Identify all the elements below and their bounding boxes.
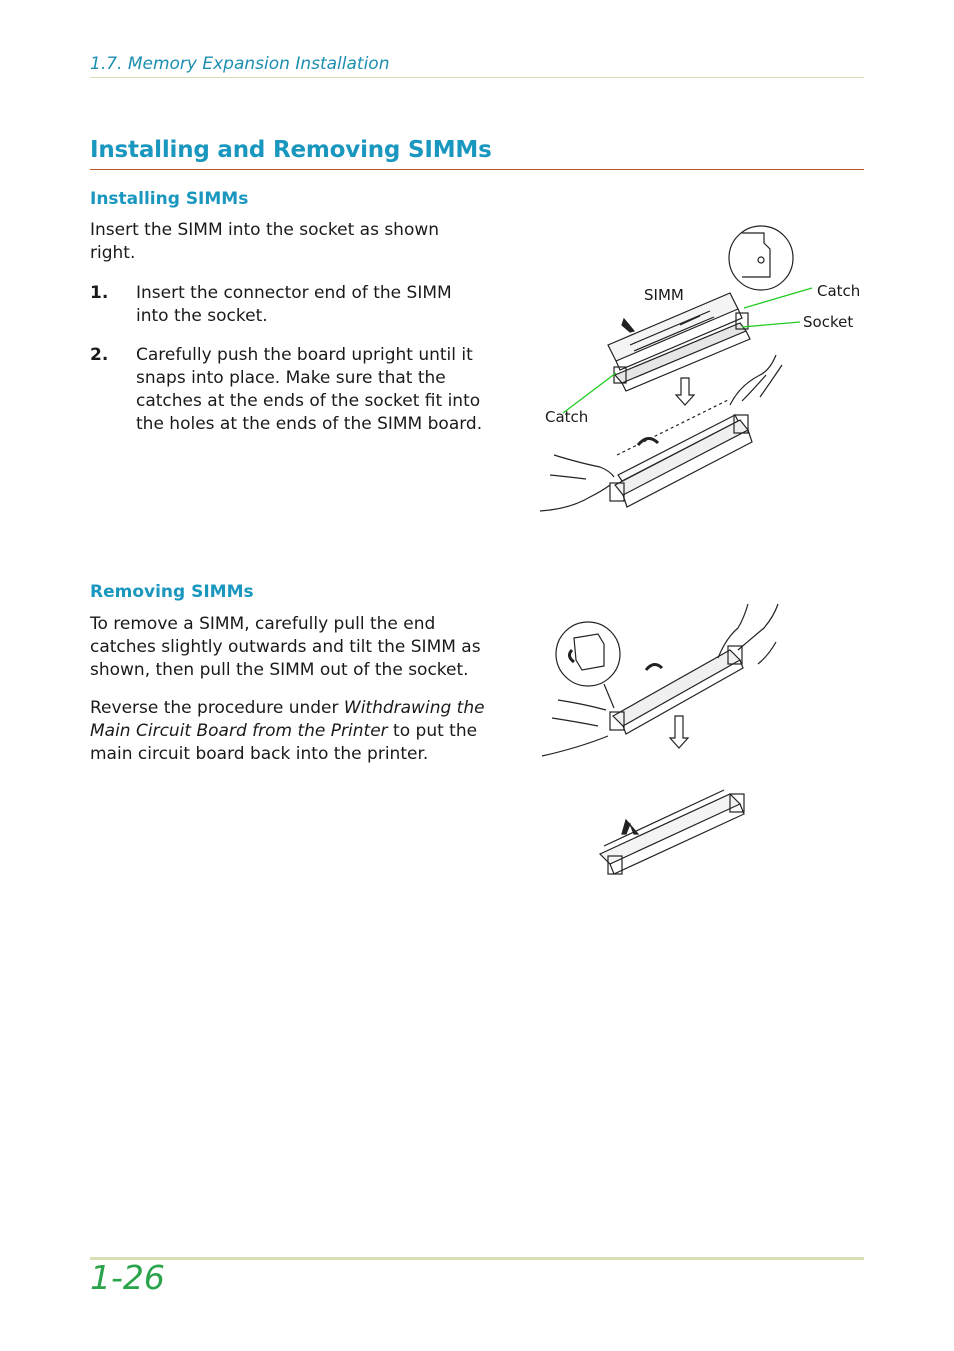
running-head: 1.7. Memory Expansion Installation — [90, 54, 390, 74]
removing-heading: Removing SIMMs — [90, 582, 254, 602]
page-title: Installing and Removing SIMMs — [90, 137, 492, 163]
step-2-number: 2. — [90, 345, 109, 365]
removing-paragraph-2 — [90, 697, 485, 766]
para2-prefix: Reverse the procedure under — [90, 698, 344, 718]
step-2-line: the holes at the ends of the SIMM board. — [136, 414, 483, 434]
para2-italic-1: Withdrawing the — [343, 698, 485, 718]
step-2-line: snaps into place. Make sure that the — [136, 368, 446, 388]
step-2-line: Carefully push the board upright until it — [136, 345, 473, 365]
page-number: 1-26 — [90, 1258, 165, 1297]
intro-line-1: Insert the SIMM into the socket as shown — [90, 220, 440, 240]
removing-line: catches slightly outwards and tilt the SIMM as — [90, 637, 481, 657]
figure-label-simm: SIMM — [644, 286, 684, 304]
installing-heading: Installing SIMMs — [90, 189, 249, 209]
step-2-text — [136, 344, 482, 436]
removing-line: To remove a SIMM, carefully pull the end — [90, 614, 436, 634]
figure-label-socket: Socket — [803, 313, 854, 331]
step-1-number: 1. — [90, 283, 109, 303]
para2-suffix: to put the — [387, 721, 478, 741]
install-simm-figure — [530, 215, 870, 525]
step-1-line: into the socket. — [136, 306, 268, 326]
step-1-text — [136, 282, 452, 328]
removing-line: shown, then pull the SIMM out of the socket. — [90, 660, 469, 680]
installing-intro — [90, 219, 439, 265]
remove-simm-figure — [538, 598, 818, 903]
intro-line-2: right. — [90, 243, 136, 263]
para2-line-3: main circuit board back into the printer. — [90, 744, 429, 764]
removing-paragraph-1 — [90, 613, 481, 682]
figure-label-catch-top: Catch — [817, 282, 861, 300]
step-2-line: catches at the ends of the socket fit into — [136, 391, 481, 411]
figure-label-catch-left: Catch — [545, 408, 589, 426]
footer-rule — [90, 1257, 864, 1260]
header-rule — [90, 77, 864, 78]
step-1-line: Insert the connector end of the SIMM — [136, 283, 452, 303]
para2-italic-2: Main Circuit Board from the Printer — [90, 721, 388, 741]
title-rule — [90, 169, 864, 170]
